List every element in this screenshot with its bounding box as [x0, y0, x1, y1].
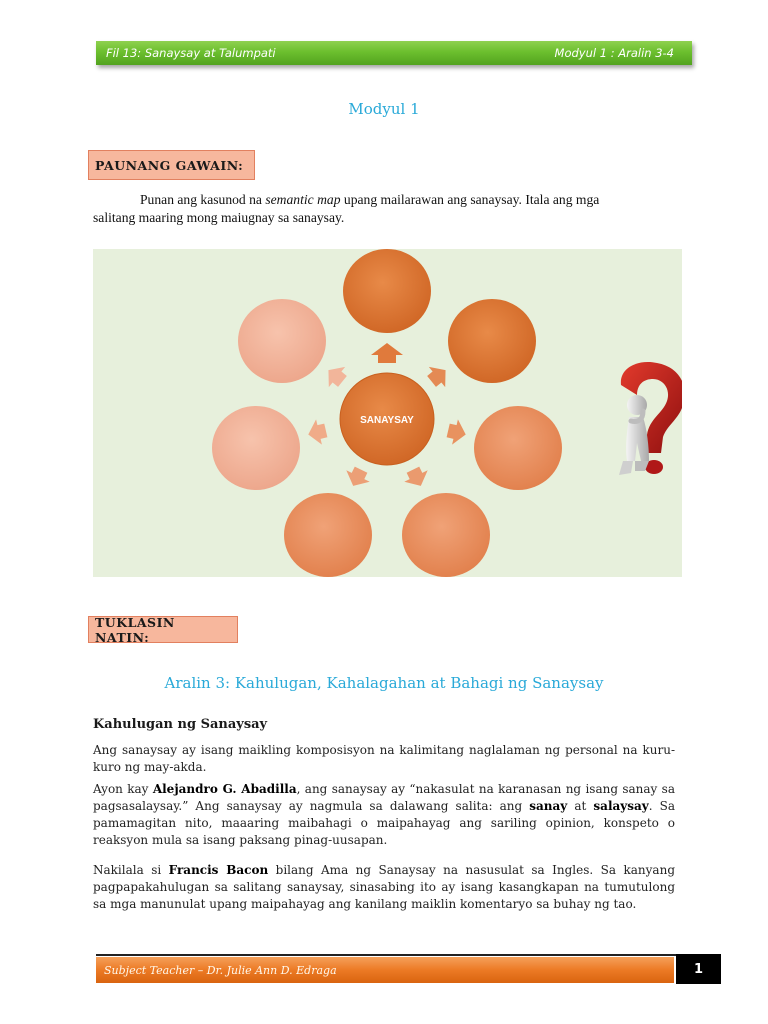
instruction-text-c: salitang maaring mong maiugnay sa sanaysay. [93, 210, 345, 225]
footer-teacher: Subject Teacher – Dr. Julie Ann D. Edraga [104, 963, 337, 977]
footer-bar [96, 957, 674, 983]
section-label-paunang-gawain: PAUNANG GAWAIN: [88, 150, 255, 180]
arrow-right-icon [445, 418, 468, 447]
semantic-map-diagram [93, 249, 682, 577]
section-heading-kahulugan: Kahulugan ng Sanaysay [93, 717, 268, 732]
p2-author-name: Alejandro G. Abadilla [152, 782, 297, 796]
p2-text-and: at [567, 799, 594, 813]
map-node-lower-left[interactable] [284, 493, 372, 577]
paragraph-bacon [93, 862, 675, 913]
page-title: Modyul 1 [348, 100, 420, 118]
p2-word-sanay: sanay [529, 799, 568, 813]
arrow-upper-right-icon [423, 360, 453, 392]
arrow-lower-left-icon [341, 464, 372, 492]
p2-word-salaysay: salaysay [593, 799, 649, 813]
arrow-upper-left-icon [320, 360, 350, 392]
lesson-title: Aralin 3: Kahulugan, Kahalagahan at Bahagi ng Sanaysay [164, 674, 604, 692]
paragraph-abadilla [93, 781, 675, 849]
instruction-paragraph [93, 191, 693, 227]
instruction-text-b: upang mailarawan ang sanaysay. Itala ang mga [340, 192, 600, 207]
header-bar [96, 41, 692, 65]
map-node-lower-right[interactable] [402, 493, 490, 577]
p2-text-a: Ayon kay [93, 782, 153, 796]
p2-text-c: . Sa pamamagitan nito, maaaring maibahagi o maipahayag ang sariling opinion, konspeto o reaksyon mula sa isang paksang pinag-uusapan. [93, 799, 676, 847]
p3-author-name: Francis Bacon [168, 863, 269, 877]
footer-divider [96, 954, 676, 956]
map-node-upper-right[interactable] [448, 299, 536, 383]
arrow-top-icon [371, 343, 403, 363]
map-node-top[interactable] [343, 249, 431, 333]
p2-text-b: , ang sanaysay ay “nakasulat na karanasan ng isang sanay sa pagsasalaysay.” Ang sanaysay ay nagmula sa dalawang salita: ang [93, 782, 675, 813]
arrow-lower-right-icon [401, 464, 432, 492]
header-module-label: Modyul 1 : Aralin 3-4 [554, 46, 674, 60]
map-node-left[interactable] [212, 406, 300, 490]
section-label-tuklasin-natin: TUKLASIN NATIN: [88, 616, 238, 643]
instruction-emphasis: semantic map [265, 192, 341, 207]
p3-text-a: Nakilala si [93, 863, 169, 877]
arrow-left-icon [305, 418, 328, 447]
p3-text-b: bilang Ama ng Sanaysay na nasusulat sa Ingles. Sa kanyang pagpapakahulugan sa salitang sanaysay, sinasabing ito ay isang kasangkapan na tumutulong sa mga manunulat upang maipahayag ang kanilang maiklin komentaryo sa buhay ng tao. [93, 863, 675, 911]
map-center-label: SANAYSAY [360, 415, 414, 426]
map-node-right[interactable] [474, 406, 562, 490]
paragraph-definition: Ang sanaysay ay isang maikling komposisyon na kalimitang naglalaman ng personal na kuru-kuro ng may-akda. [93, 743, 675, 774]
map-node-upper-left[interactable] [238, 299, 326, 383]
header-course-title: Fil 13: Sanaysay at Talumpati [106, 46, 276, 60]
question-mark-figure-icon [619, 362, 682, 475]
instruction-text-a: Punan ang kasunod na [140, 192, 266, 207]
page-number: 1 [676, 954, 721, 984]
